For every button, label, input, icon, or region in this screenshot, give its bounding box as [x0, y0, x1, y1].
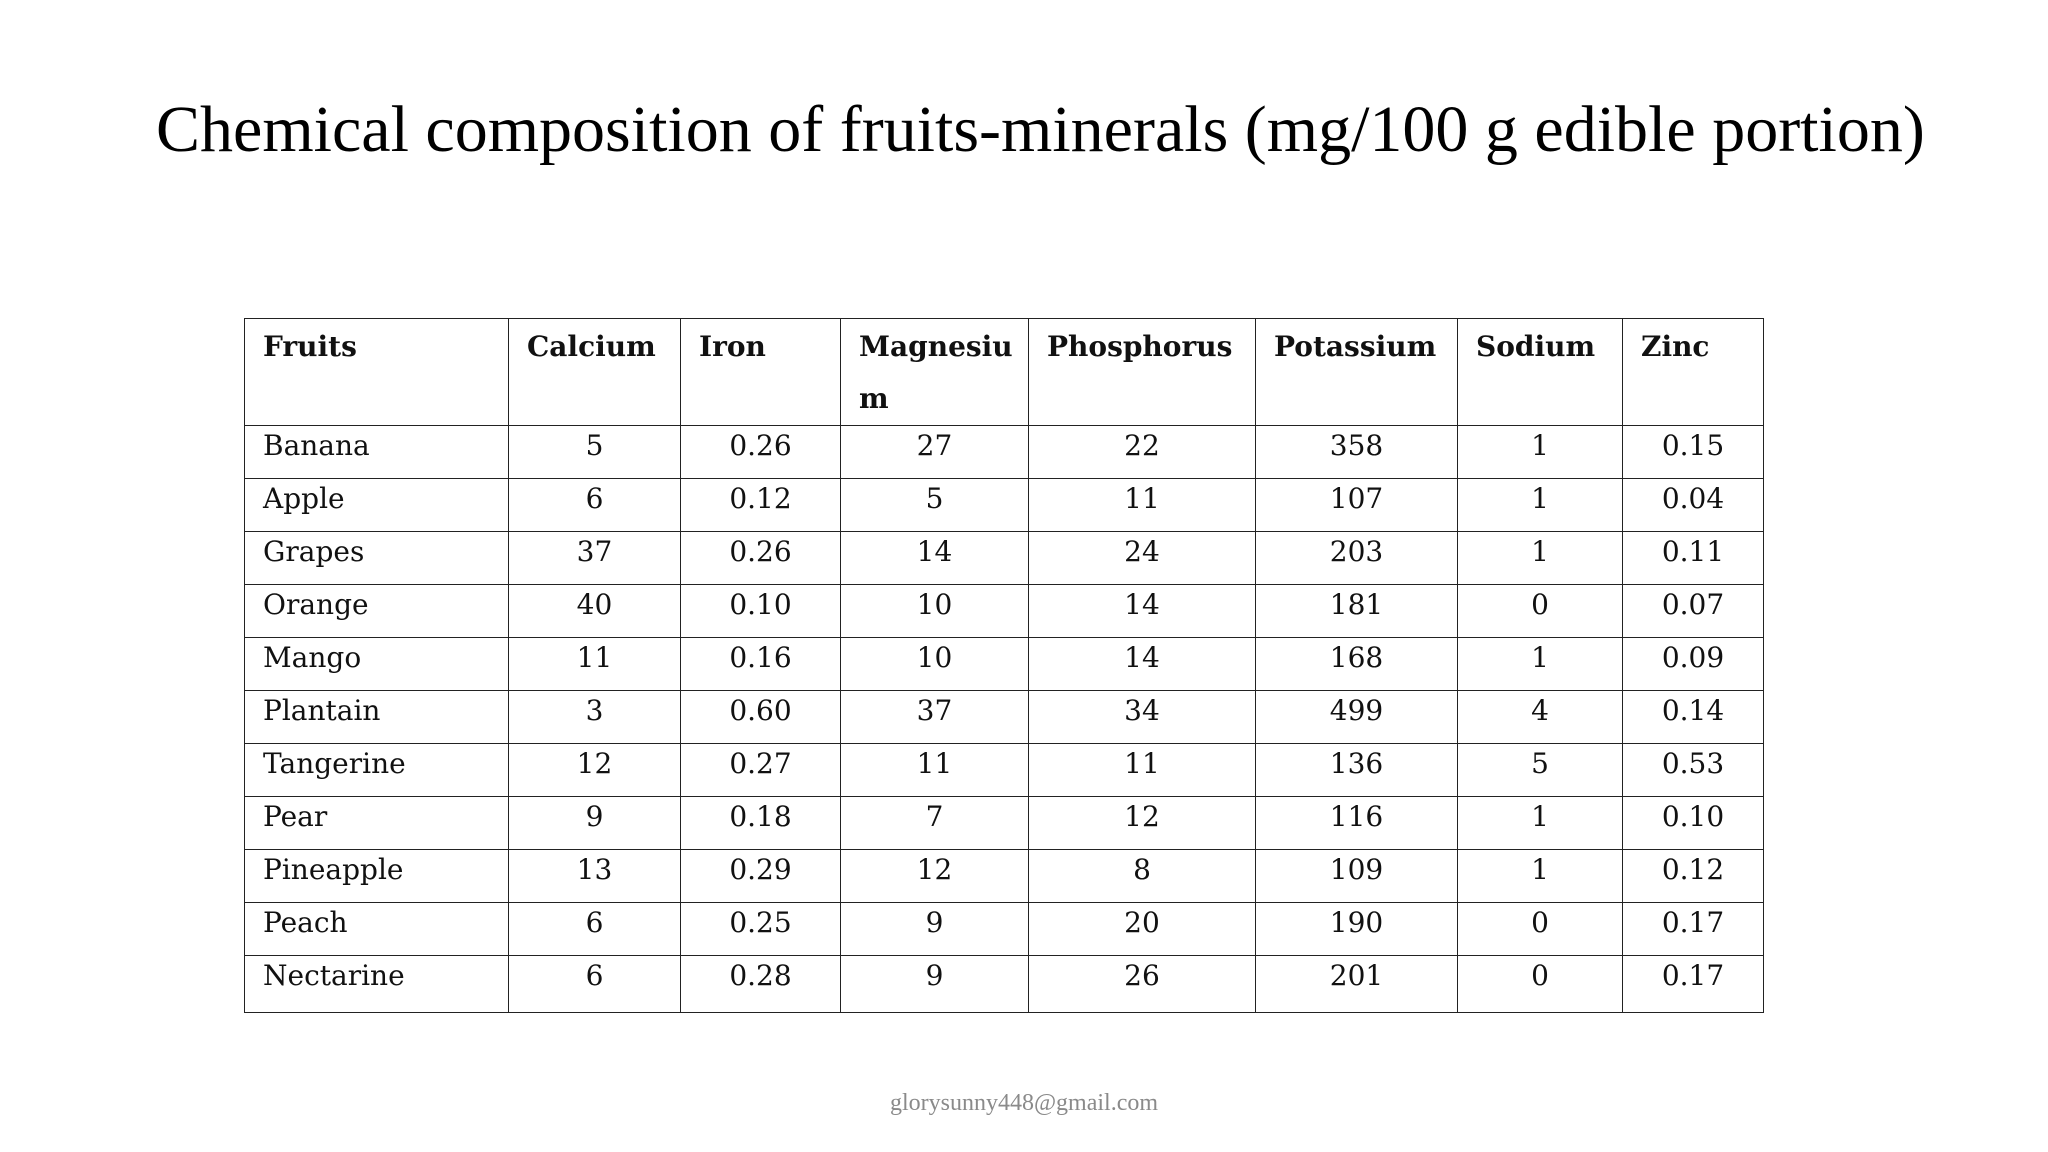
table-row: [245, 638, 1764, 691]
cell-sodium: 0: [1458, 585, 1623, 638]
cell-sodium: 1: [1458, 532, 1623, 585]
cell-magnesium: 37: [841, 691, 1029, 744]
cell-fruit-name: Pineapple: [245, 850, 509, 903]
table-row: [245, 691, 1764, 744]
table-row: [245, 744, 1764, 797]
table-row: [245, 850, 1764, 903]
table-row: [245, 532, 1764, 585]
cell-sodium: 4: [1458, 691, 1623, 744]
cell-calcium: 13: [509, 850, 681, 903]
cell-phosphorus: 20: [1029, 903, 1256, 956]
table-row: [245, 479, 1764, 532]
cell-potassium: 181: [1256, 585, 1458, 638]
cell-phosphorus: 24: [1029, 532, 1256, 585]
cell-calcium: 6: [509, 956, 681, 1013]
cell-sodium: 1: [1458, 479, 1623, 532]
cell-fruit-name: Pear: [245, 797, 509, 850]
column-header-fruits: Fruits: [245, 319, 509, 426]
cell-zinc: 0.11: [1623, 532, 1764, 585]
cell-zinc: 0.07: [1623, 585, 1764, 638]
cell-magnesium: 10: [841, 585, 1029, 638]
cell-calcium: 3: [509, 691, 681, 744]
table-row: [245, 585, 1764, 638]
cell-phosphorus: 12: [1029, 797, 1256, 850]
cell-potassium: 109: [1256, 850, 1458, 903]
cell-zinc: 0.14: [1623, 691, 1764, 744]
cell-magnesium: 10: [841, 638, 1029, 691]
cell-phosphorus: 34: [1029, 691, 1256, 744]
cell-sodium: 1: [1458, 797, 1623, 850]
minerals-table: [244, 318, 1764, 1013]
cell-magnesium: 7: [841, 797, 1029, 850]
cell-iron: 0.10: [681, 585, 841, 638]
column-header-zinc: Zinc: [1623, 319, 1764, 426]
column-header-sodium: Sodium: [1458, 319, 1623, 426]
cell-potassium: 116: [1256, 797, 1458, 850]
cell-iron: 0.25: [681, 903, 841, 956]
cell-calcium: 37: [509, 532, 681, 585]
cell-potassium: 107: [1256, 479, 1458, 532]
cell-calcium: 11: [509, 638, 681, 691]
cell-fruit-name: Mango: [245, 638, 509, 691]
cell-magnesium: 14: [841, 532, 1029, 585]
cell-sodium: 1: [1458, 426, 1623, 479]
cell-iron: 0.18: [681, 797, 841, 850]
cell-zinc: 0.17: [1623, 956, 1764, 1013]
cell-zinc: 0.09: [1623, 638, 1764, 691]
table-header-row: [245, 319, 1764, 426]
cell-calcium: 9: [509, 797, 681, 850]
cell-fruit-name: Plantain: [245, 691, 509, 744]
cell-sodium: 0: [1458, 956, 1623, 1013]
table-row: [245, 903, 1764, 956]
table-row: [245, 426, 1764, 479]
cell-zinc: 0.10: [1623, 797, 1764, 850]
cell-magnesium: 5: [841, 479, 1029, 532]
minerals-table-container: [244, 318, 1763, 1013]
column-header-magnesium: Magnesium: [841, 319, 1029, 426]
cell-iron: 0.12: [681, 479, 841, 532]
table-body: [245, 426, 1764, 1013]
cell-iron: 0.29: [681, 850, 841, 903]
cell-fruit-name: Peach: [245, 903, 509, 956]
column-header-phosphorus: Phosphorus: [1029, 319, 1256, 426]
cell-fruit-name: Banana: [245, 426, 509, 479]
cell-magnesium: 9: [841, 903, 1029, 956]
table-row: [245, 797, 1764, 850]
cell-phosphorus: 14: [1029, 638, 1256, 691]
cell-iron: 0.26: [681, 532, 841, 585]
cell-fruit-name: Orange: [245, 585, 509, 638]
cell-potassium: 203: [1256, 532, 1458, 585]
cell-magnesium: 27: [841, 426, 1029, 479]
cell-fruit-name: Nectarine: [245, 956, 509, 1013]
cell-zinc: 0.15: [1623, 426, 1764, 479]
cell-fruit-name: Grapes: [245, 532, 509, 585]
cell-magnesium: 11: [841, 744, 1029, 797]
cell-calcium: 5: [509, 426, 681, 479]
cell-calcium: 6: [509, 479, 681, 532]
cell-sodium: 0: [1458, 903, 1623, 956]
column-header-calcium: Calcium: [509, 319, 681, 426]
cell-calcium: 40: [509, 585, 681, 638]
cell-iron: 0.26: [681, 426, 841, 479]
cell-magnesium: 9: [841, 956, 1029, 1013]
cell-phosphorus: 22: [1029, 426, 1256, 479]
cell-phosphorus: 8: [1029, 850, 1256, 903]
cell-zinc: 0.12: [1623, 850, 1764, 903]
cell-zinc: 0.17: [1623, 903, 1764, 956]
footer-email: glorysunny448@gmail.com: [889, 1090, 1159, 1116]
cell-phosphorus: 11: [1029, 744, 1256, 797]
table-row: [245, 956, 1764, 1013]
cell-phosphorus: 11: [1029, 479, 1256, 532]
cell-sodium: 1: [1458, 850, 1623, 903]
slide-title: Chemical composition of fruits-minerals (mg/100 g edible portion): [156, 93, 1925, 166]
cell-potassium: 499: [1256, 691, 1458, 744]
cell-zinc: 0.53: [1623, 744, 1764, 797]
cell-fruit-name: Apple: [245, 479, 509, 532]
cell-calcium: 6: [509, 903, 681, 956]
cell-potassium: 190: [1256, 903, 1458, 956]
cell-iron: 0.16: [681, 638, 841, 691]
cell-calcium: 12: [509, 744, 681, 797]
cell-magnesium: 12: [841, 850, 1029, 903]
cell-sodium: 5: [1458, 744, 1623, 797]
cell-fruit-name: Tangerine: [245, 744, 509, 797]
cell-phosphorus: 14: [1029, 585, 1256, 638]
cell-potassium: 168: [1256, 638, 1458, 691]
column-header-iron: Iron: [681, 319, 841, 426]
cell-potassium: 201: [1256, 956, 1458, 1013]
cell-potassium: 136: [1256, 744, 1458, 797]
cell-zinc: 0.04: [1623, 479, 1764, 532]
cell-iron: 0.60: [681, 691, 841, 744]
column-header-potassium: Potassium: [1256, 319, 1458, 426]
cell-iron: 0.27: [681, 744, 841, 797]
cell-iron: 0.28: [681, 956, 841, 1013]
cell-potassium: 358: [1256, 426, 1458, 479]
cell-sodium: 1: [1458, 638, 1623, 691]
cell-phosphorus: 26: [1029, 956, 1256, 1013]
